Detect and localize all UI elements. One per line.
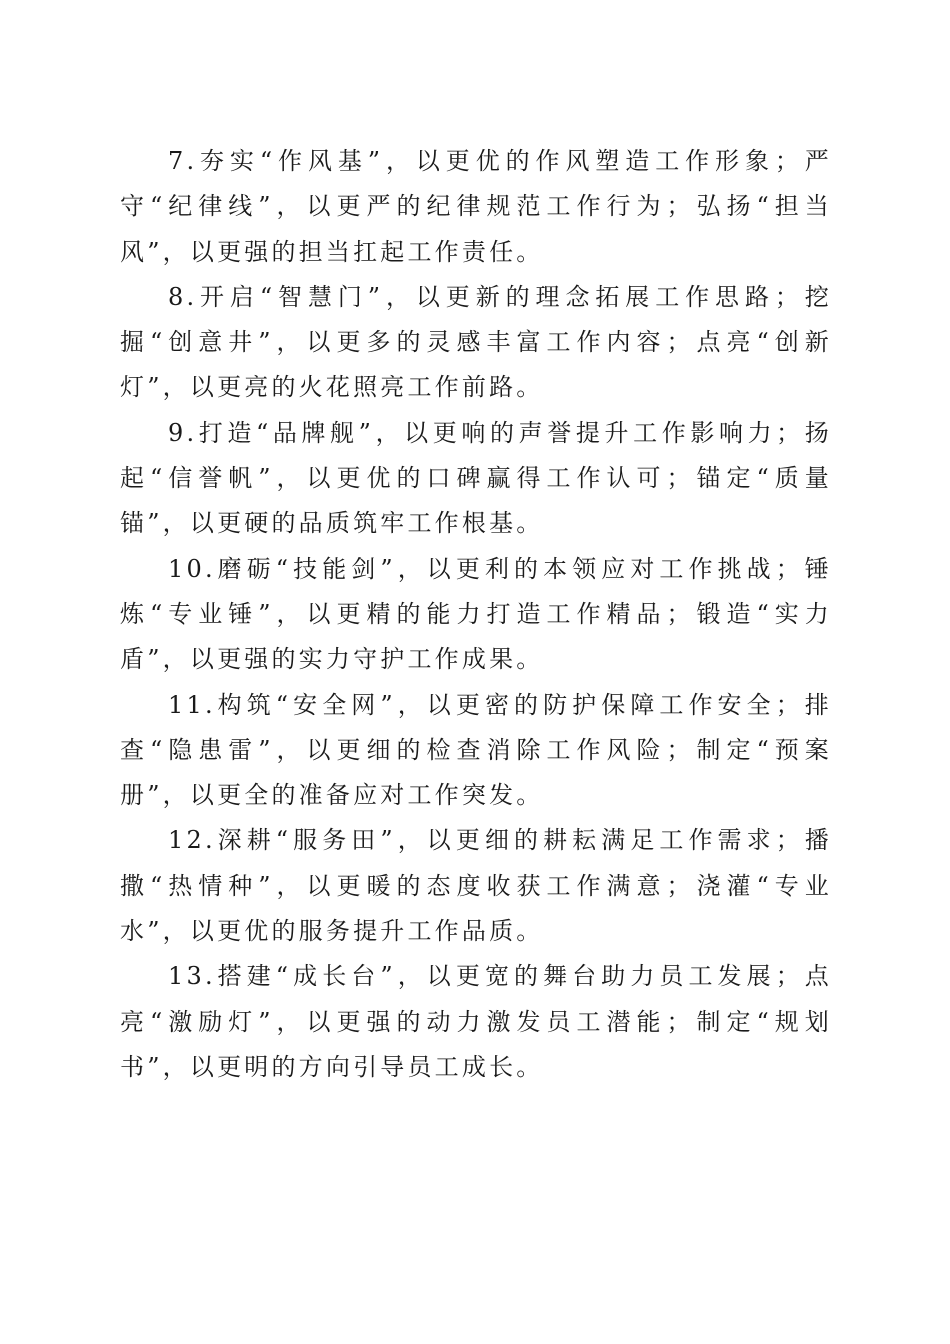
document-body bbox=[120, 139, 832, 1090]
paragraph-11: 11.构筑“安全网”，以更密的防护保障工作安全；排查“隐患雷”，以更细的检查消除工作风险；制定“预案册”，以更全的准备应对工作突发。 bbox=[120, 690, 832, 810]
paragraph-9: 9.打造“品牌舰”，以更响的声誉提升工作影响力；扬起“信誉帆”，以更优的口碑赢得工作认可；锚定“质量锚”，以更硬的品质筑牢工作根基。 bbox=[120, 418, 832, 538]
paragraph-13: 13.搭建“成长台”，以更宽的舞台助力员工发展；点亮“激励灯”，以更强的动力激发员工潜能；制定“规划书”，以更明的方向引导员工成长。 bbox=[120, 962, 832, 1081]
paragraph-12: 12.深耕“服务田”，以更细的耕耘满足工作需求；播撒“热情种”，以更暖的态度收获工作满意；浇灌“专业水”，以更优的服务提升工作品质。 bbox=[120, 826, 832, 946]
paragraph-10: 10.磨砺“技能剑”，以更利的本领应对工作挑战；锤炼“专业锤”，以更精的能力打造工作精品；锻造“实力盾”，以更强的实力守护工作成果。 bbox=[120, 554, 832, 674]
paragraph-8: 8.开启“智慧门”，以更新的理念拓展工作思路；挖掘“创意井”，以更多的灵感丰富工作内容；点亮“创新灯”，以更亮的火花照亮工作前路。 bbox=[120, 282, 832, 402]
paragraph-7: 7.夯实“作风基”，以更优的作风塑造工作形象；严守“纪律线”，以更严的纪律规范工作行为；弘扬“担当风”，以更强的担当扛起工作责任。 bbox=[120, 147, 832, 266]
